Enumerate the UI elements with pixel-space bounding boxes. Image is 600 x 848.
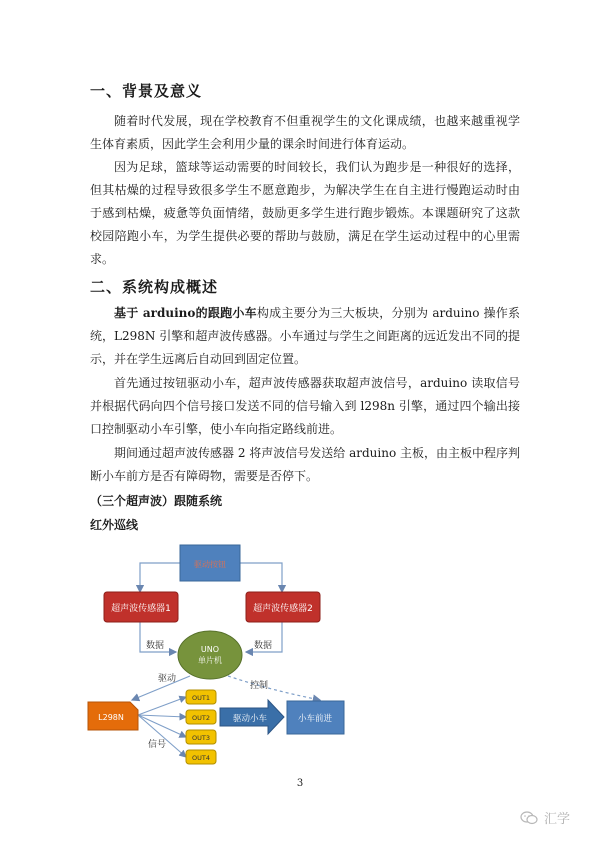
paragraph-1-rest: 构成主要分为三大板块，分别为 arduino 操作系统，L298N 引擎和超声波传感器。小车通过与学生之间距离的远近发出不同的提示，并在学生远离后自动回到固定位置。 [90, 306, 520, 366]
sensor2-label: 超声波传感器2 [253, 604, 313, 614]
car-forward-label: 小车前进 [297, 714, 333, 724]
section-1-paragraph-1: 随着时代发展，现在学校教育不但重视学生的文化课成绩，也越来越重视学生体育素质，因此学生会利用少量的课余时间进行体育运动。 [90, 114, 520, 151]
out1-label: OUT1 [192, 694, 210, 702]
arrow-l298n-out1 [138, 697, 186, 715]
bold-phrase: 基于 arduino的跟跑小车 [114, 306, 257, 320]
arrow-uno-control-car [228, 676, 320, 700]
section-2-heading: 二、系统构成概述 [90, 278, 219, 296]
subheading-line-tracking: 红外巡线 [90, 518, 139, 532]
arrow-l298n-out4 [138, 715, 186, 757]
arrow-l298n-out2 [138, 715, 186, 717]
drive-label: 驱动 [158, 674, 177, 684]
button-box-label: 驱动按钮 [194, 560, 226, 569]
control-label: 控制 [250, 681, 269, 691]
section-2-paragraph-1 [90, 302, 520, 371]
l298n-label: L298N [98, 713, 124, 722]
drive-car-label: 驱动小车 [232, 714, 268, 724]
section-2-paragraph-2: 首先通过按钮驱动小车，超声波传感器获取超声波信号，arduino 读取信号并根据代码向四个信号接口发送不同的信号输入到 l298n 引擎，通过四个输出接口控制驱动小车引擎，使小车向指定路线前进。 [90, 376, 520, 436]
subheading-follow-system: （三个超声波）跟随系统 [90, 494, 223, 508]
section-2-paragraph-3: 期间通过超声波传感器 2 将声波信号发送给 arduino 主板，由主板中程序判断小车前方是否有障碍物，需要是否停下。 [90, 446, 520, 483]
system-diagram [0, 530, 600, 780]
uno-ellipse [178, 631, 242, 679]
arrow-l298n-out3 [138, 715, 186, 737]
uno-label: UNO [200, 645, 220, 654]
page-number: 3 [296, 778, 304, 789]
data-label-left: 数据 [146, 641, 165, 651]
wechat-icon [520, 811, 538, 825]
section-1-heading: 一、背景及意义 [90, 82, 203, 100]
arrow-button-to-sensor2 [240, 563, 282, 592]
signal-label: 信号 [148, 740, 167, 750]
out4-label: OUT4 [192, 754, 210, 762]
watermark-text: 汇学 [544, 812, 571, 827]
uno-sublabel: 单片机 [198, 656, 222, 665]
watermark [520, 808, 570, 827]
out3-label: OUT3 [192, 734, 210, 742]
arrow-button-to-sensor1 [140, 563, 180, 592]
data-label-right: 数据 [254, 641, 273, 651]
out2-label: OUT2 [192, 714, 210, 722]
section-1-paragraph-2: 因为足球，篮球等运动需要的时间较长，我们认为跑步是一种很好的选择，但其枯燥的过程导致很多学生不愿意跑步，为解决学生在自主进行慢跑运动时由于感到枯燥，疲惫等负面情绪，鼓励更多学生进行跑步锻炼。本课题研究了这款校园陪跑小车，为学生提供必要的帮助与鼓励，满足在学生运动过程中的心里需求。 [90, 160, 520, 266]
sensor1-label: 超声波传感器1 [111, 604, 171, 614]
